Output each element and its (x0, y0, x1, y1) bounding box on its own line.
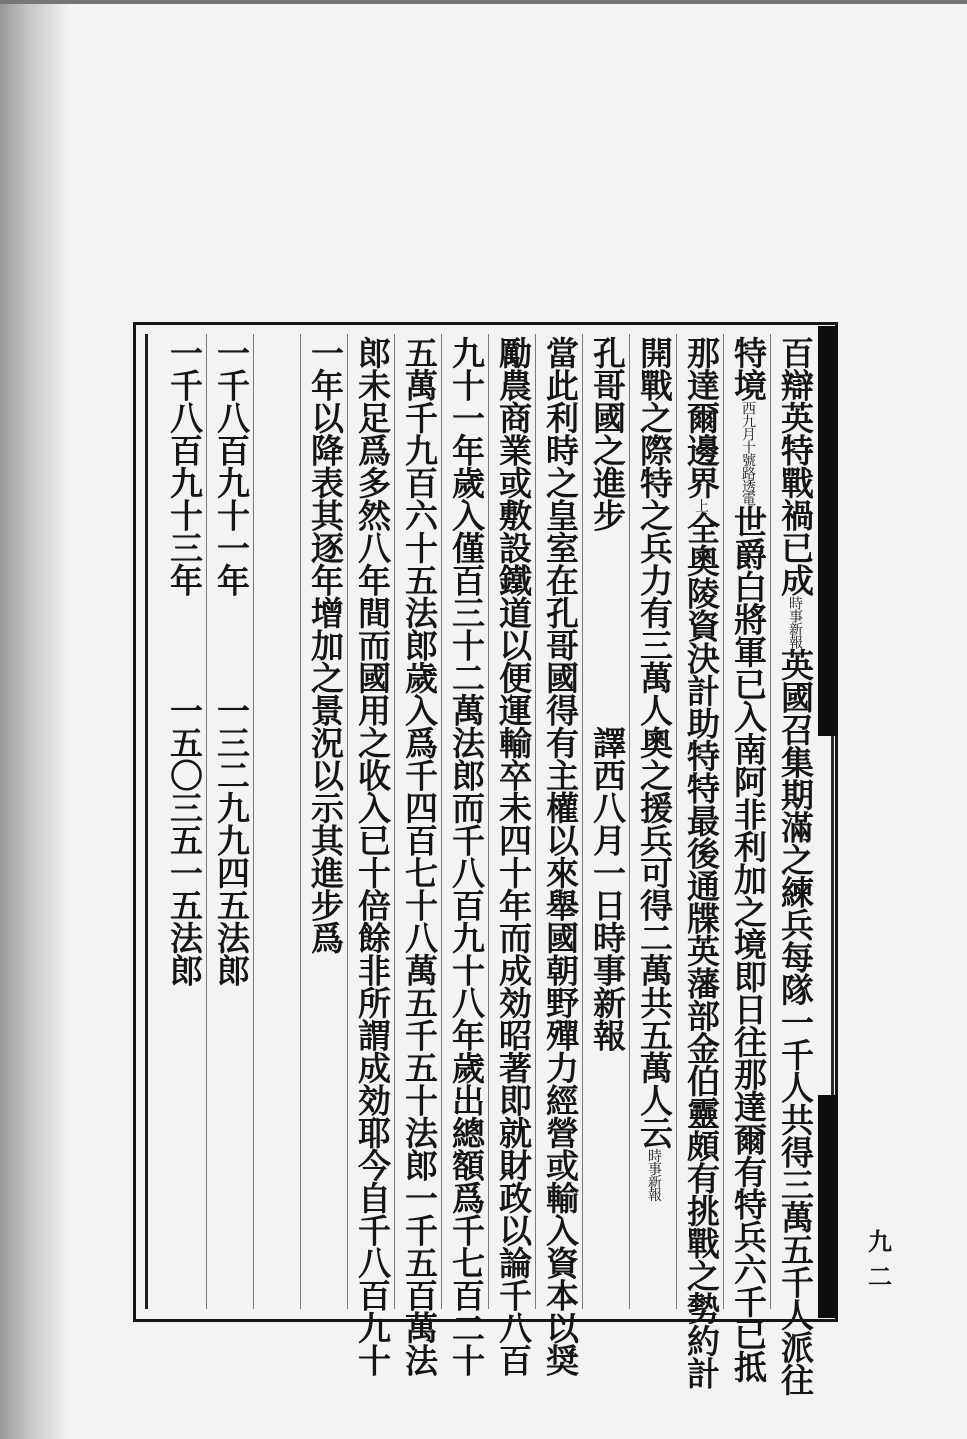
text-column-1: 百辯英特戰禍已成時事新報英國召集期滿之練兵每隊一千人共得三萬五千人派往 (776, 336, 815, 1396)
binding-gutter-shadow (0, 0, 70, 1439)
column-rule (770, 334, 771, 1309)
column-rule (394, 334, 395, 1309)
text-column-2: 特境西九月十號路透電世爵白將軍已入南阿非利加之境即日往那達爾有特兵六千已抵 (729, 336, 768, 1383)
fish-tail-bar-bottom (818, 1095, 838, 1318)
inline-note: 上 (693, 498, 709, 512)
column-rule (300, 334, 301, 1309)
table-row-1893: 一千八百九十三年 一五〇三五一五法郎 (165, 336, 204, 986)
text-column-8: 九十一年歲入僅百三十二萬法郎而千八百九十八年歲出總額爲千七百二十 (447, 336, 486, 1376)
inline-note: 西九月十號路透電 (740, 401, 756, 505)
fish-tail-center-line (831, 736, 834, 1095)
page-number: 九二 (868, 1227, 894, 1291)
top-scan-edge (0, 0, 967, 4)
table-row-1891: 一千八百九十一年 一三二九九四五法郎 (212, 336, 251, 986)
text-column-4: 開戰之際特之兵力有三萬人奧之援兵可得二萬共五萬人云時事新報 (635, 336, 674, 1201)
column-rule (629, 334, 630, 1309)
column-rule (582, 334, 583, 1309)
column-rule (676, 334, 677, 1309)
text-column-9: 五萬千九百六十五法郎歲入爲千四百七十八萬五千五十法郎一千五百萬法 (400, 336, 439, 1376)
section-heading-column: 孔哥國之進步 譯西八月一日時事新報 (588, 336, 627, 1051)
column-rule (347, 334, 348, 1309)
text-column-11: 一年以降表其逐年增加之景況以示其進步爲 (306, 336, 345, 954)
column-rule (488, 334, 489, 1309)
inline-note: 時事新報 (646, 1148, 662, 1201)
text-column-6: 當此利時之皇室在孔哥國得有主權以來舉國朝野殫力經營或輸入資本以奨 (541, 336, 580, 1376)
inline-note: 時事新報 (787, 596, 803, 648)
text-column-10: 郎未足爲多然八年間而國用之收入已十倍餘非所謂成効耶今自千八百九十 (353, 336, 392, 1376)
column-rule (206, 334, 207, 1309)
column-rule (253, 334, 254, 1309)
fish-tail-bar-top (818, 326, 838, 736)
inner-left-border (145, 334, 148, 1309)
column-rule (723, 334, 724, 1309)
column-rule (535, 334, 536, 1309)
text-column-3: 那達爾邊界上全奧陵資決計助特特最後通牒英藩部金伯靈頗有挑戰之勢約計 (682, 336, 721, 1389)
column-rule (441, 334, 442, 1309)
text-column-7: 勵農商業或敷設鐵道以便運輸卒未四十年而成効昭著即就財政以論千八百 (494, 336, 533, 1376)
